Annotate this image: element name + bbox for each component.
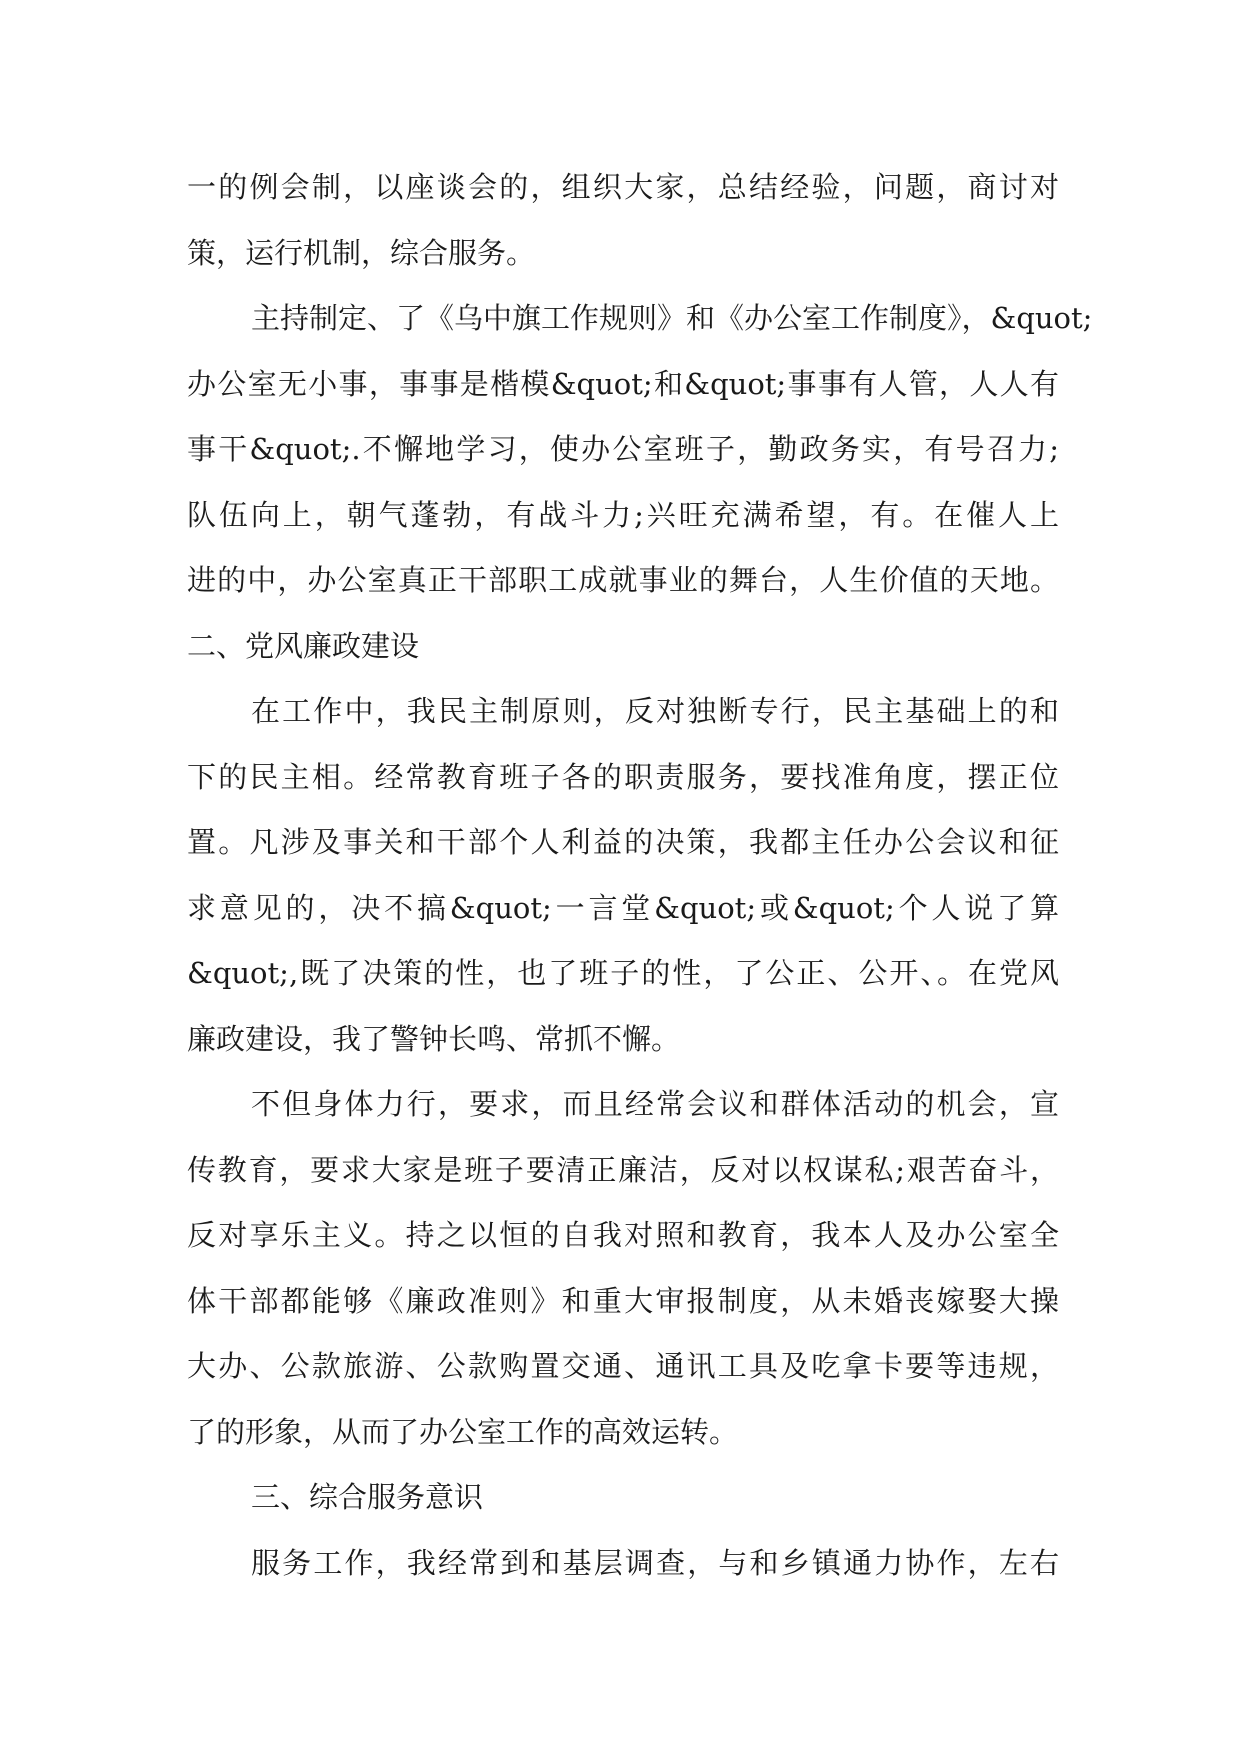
text-line: 队伍向上，朝气蓬勃，有战斗力;兴旺充满希望，有。在催人上 [187,497,1059,532]
text-line: 了的形象，从而了办公室工作的高效运转。 [187,1414,739,1449]
text-line: &quot;,既了决策的性，也了班子的性，了公正、公开、。在党风 [187,956,1059,990]
text-line: 求意见的，决不搞&quot;一言堂&quot;或&quot;个人说了算 [187,890,1059,925]
text-line: 廉政建设，我了警钟长鸣、常抓不懈。 [187,1021,681,1056]
text-line: 体干部都能够《廉政准则》和重大审报制度，从未婚丧嫁娶大操 [187,1283,1059,1318]
paragraph-start-line: 服务工作，我经常到和基层调查，与和乡镇通力协作，左右 [251,1545,1059,1580]
text-line: 置。凡涉及事关和干部个人利益的决策，我都主任办公会议和征 [187,825,1059,859]
text-line: 事干&quot;.不懈地学习，使办公室班子，勤政务实，有号召力; [187,432,1059,466]
paragraph-start-line: 不但身体力行，要求，而且经常会议和群体活动的机会，宣 [251,1087,1059,1121]
text-line: 一的例会制，以座谈会的，组织大家，总结经验，问题，商讨对 [187,170,1059,204]
section-heading: 三、综合服务意识 [251,1480,484,1514]
document-body [187,155,1093,1596]
paragraph-start-line: 在工作中，我民主制原则，反对独断专行，民主基础上的和 [251,694,1059,728]
section-heading: 二、党风廉政建设 [187,628,420,663]
text-line: 策，运行机制，综合服务。 [187,235,536,270]
text-line: 大办、公款旅游、公款购置交通、通讯工具及吃拿卡要等违规， [187,1349,1059,1383]
text-line: 下的民主相。经常教育班子各的职责服务，要找准角度，摆正位 [187,759,1059,794]
text-line: 传教育，要求大家是班子要清正廉洁，反对以权谋私;艰苦奋斗， [187,1152,1059,1187]
text-line: 办公室无小事，事事是楷模&quot;和&quot;事事有人管，人人有 [187,366,1059,401]
text-line: 进的中，办公室真正干部职工成就事业的舞台，人生价值的天地。 [187,563,1059,597]
paragraph-start-line: 主持制定、了《乌中旗工作规则》和《办公室工作制度》，&quot; [251,301,1093,335]
text-line: 反对享乐主义。持之以恒的自我对照和教育，我本人及办公室全 [187,1218,1059,1252]
